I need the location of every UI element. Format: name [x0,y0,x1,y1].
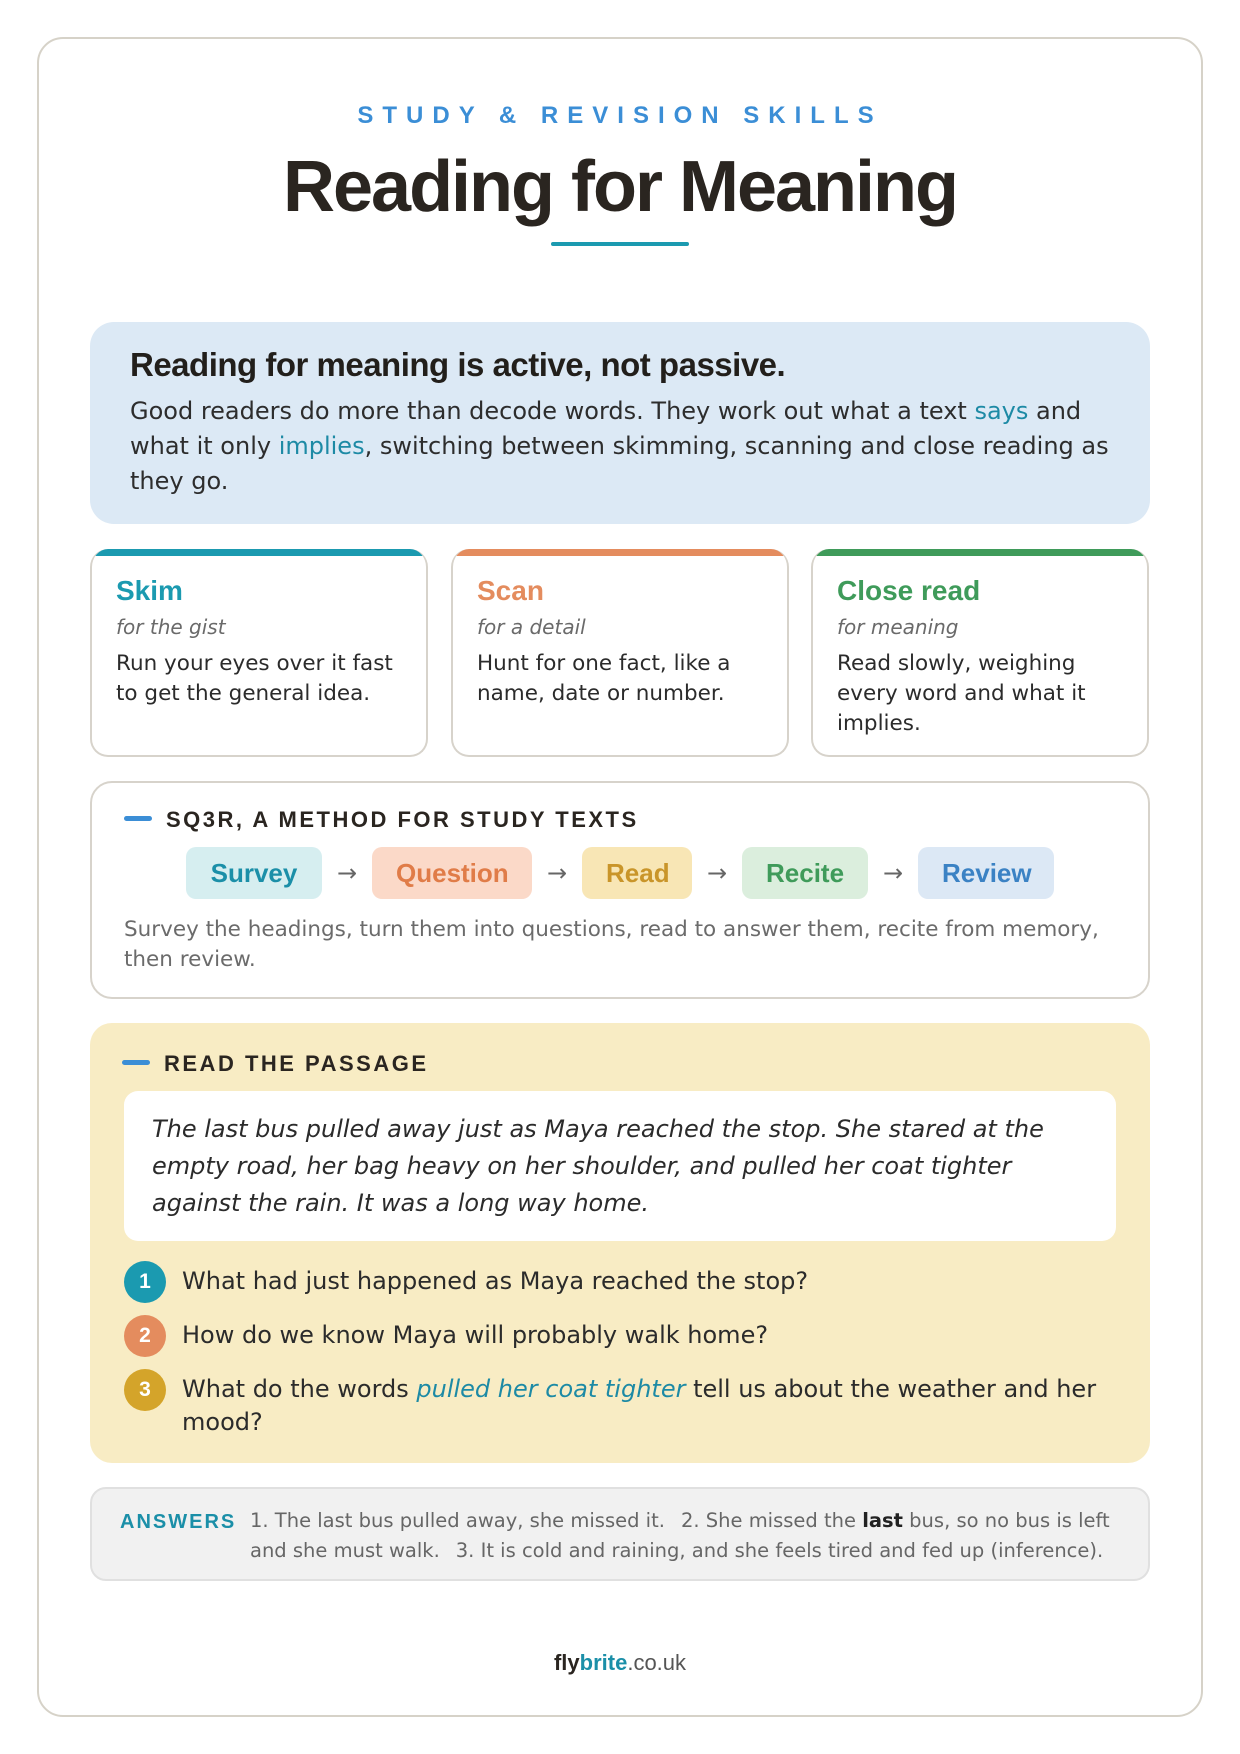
card-subtitle: for meaning [837,615,959,639]
passage-text: The last bus pulled away just as Maya reached the stop. She stared at the empty road, her bag heavy on her shoulder, and pulled her coat tighter against the rain. It was a long way home. [124,1091,1116,1241]
intro-text [130,394,1110,499]
intro-text-part: and what it only [130,397,1082,460]
card-close-read [811,549,1149,757]
answers-text [250,1506,1130,1566]
sq3r-panel [90,781,1150,999]
passage-panel [90,1023,1150,1463]
question-text: What had just happened as Maya reached the stop? [182,1267,809,1295]
question-number-badge: 1 [124,1261,166,1303]
card-title: Scan [477,575,544,606]
card-accent-bar [92,549,426,556]
card-title: Close read [837,575,981,606]
dash-icon [122,1060,150,1065]
card-body: Read slowly, weighing every word and what it implies. [837,651,1086,736]
passage-heading-text: READ THE PASSAGE [164,1051,429,1076]
card-title: Skim [116,575,183,606]
page-title: Reading for Meaning [282,147,958,227]
card-scan [451,549,789,757]
question-text-part: tell us about the weather and her mood? [182,1375,1097,1436]
sq3r-heading [124,807,639,833]
intro-text-part: , switching between skimming, scanning and close reading as they go. [130,432,1109,495]
step-review: Review [918,847,1054,899]
answers-label: ANSWERS [120,1511,237,1533]
title-underline [551,242,689,246]
step-question: Question [372,847,532,899]
card-accent-bar [453,549,787,556]
dash-icon [124,816,152,821]
card-body: Run your eyes over it fast to get the general idea. [116,651,393,706]
card-body: Hunt for one fact, like a name, date or number. [477,651,731,706]
question-quote: pulled her coat tighter [416,1375,686,1403]
intro-panel [90,322,1150,524]
intro-highlight-implies: implies [278,432,365,460]
question-text: How do we know Maya will probably walk home? [182,1321,769,1349]
question-text [182,1373,1102,1439]
sq3r-note: Survey the headings, turn them into questions, read to answer them, recite from memory, then review. [124,917,1099,972]
card-subtitle: for the gist [116,615,226,639]
answers-panel [90,1487,1150,1581]
brand-part: fly [553,1650,580,1675]
question-text-part: What do the words [182,1375,417,1403]
arrow-right-icon: → [882,859,904,887]
step-recite: Recite [742,847,868,899]
answer-2-part: 2. She missed the [680,1509,863,1532]
card-accent-bar [813,549,1147,556]
brand-domain: .co.uk [627,1650,687,1675]
brand-part: brite [579,1650,628,1675]
answer-3: 3. It is cold and raining, and she feels tired and fed up (inference). [455,1539,1104,1562]
card-subtitle: for a detail [477,615,586,639]
arrow-right-icon: → [706,859,728,887]
step-read: Read [582,847,692,899]
sq3r-steps [186,847,1054,899]
intro-highlight-says: says [974,397,1029,425]
answer-2-emphasis: last [862,1509,903,1532]
question-number-badge: 3 [124,1369,166,1411]
arrow-right-icon: → [336,859,358,887]
step-survey: Survey [186,847,322,899]
eyebrow: STUDY & REVISION SKILLS [357,102,883,129]
sq3r-heading-text: SQ3R, A METHOD FOR STUDY TEXTS [166,807,639,832]
intro-text-part: Good readers do more than decode words. They work out what a text [130,397,975,425]
passage-heading [122,1051,429,1077]
card-skim [90,549,428,757]
answer-1: 1. The last bus pulled away, she missed it. [250,1509,665,1532]
intro-heading: Reading for meaning is active, not passive. [130,346,786,383]
footer-brand [0,1650,1240,1676]
answer-2-part: bus, so no bus is left and she must walk. [250,1509,1110,1562]
arrow-right-icon: → [546,859,568,887]
question-number-badge: 2 [124,1315,166,1357]
